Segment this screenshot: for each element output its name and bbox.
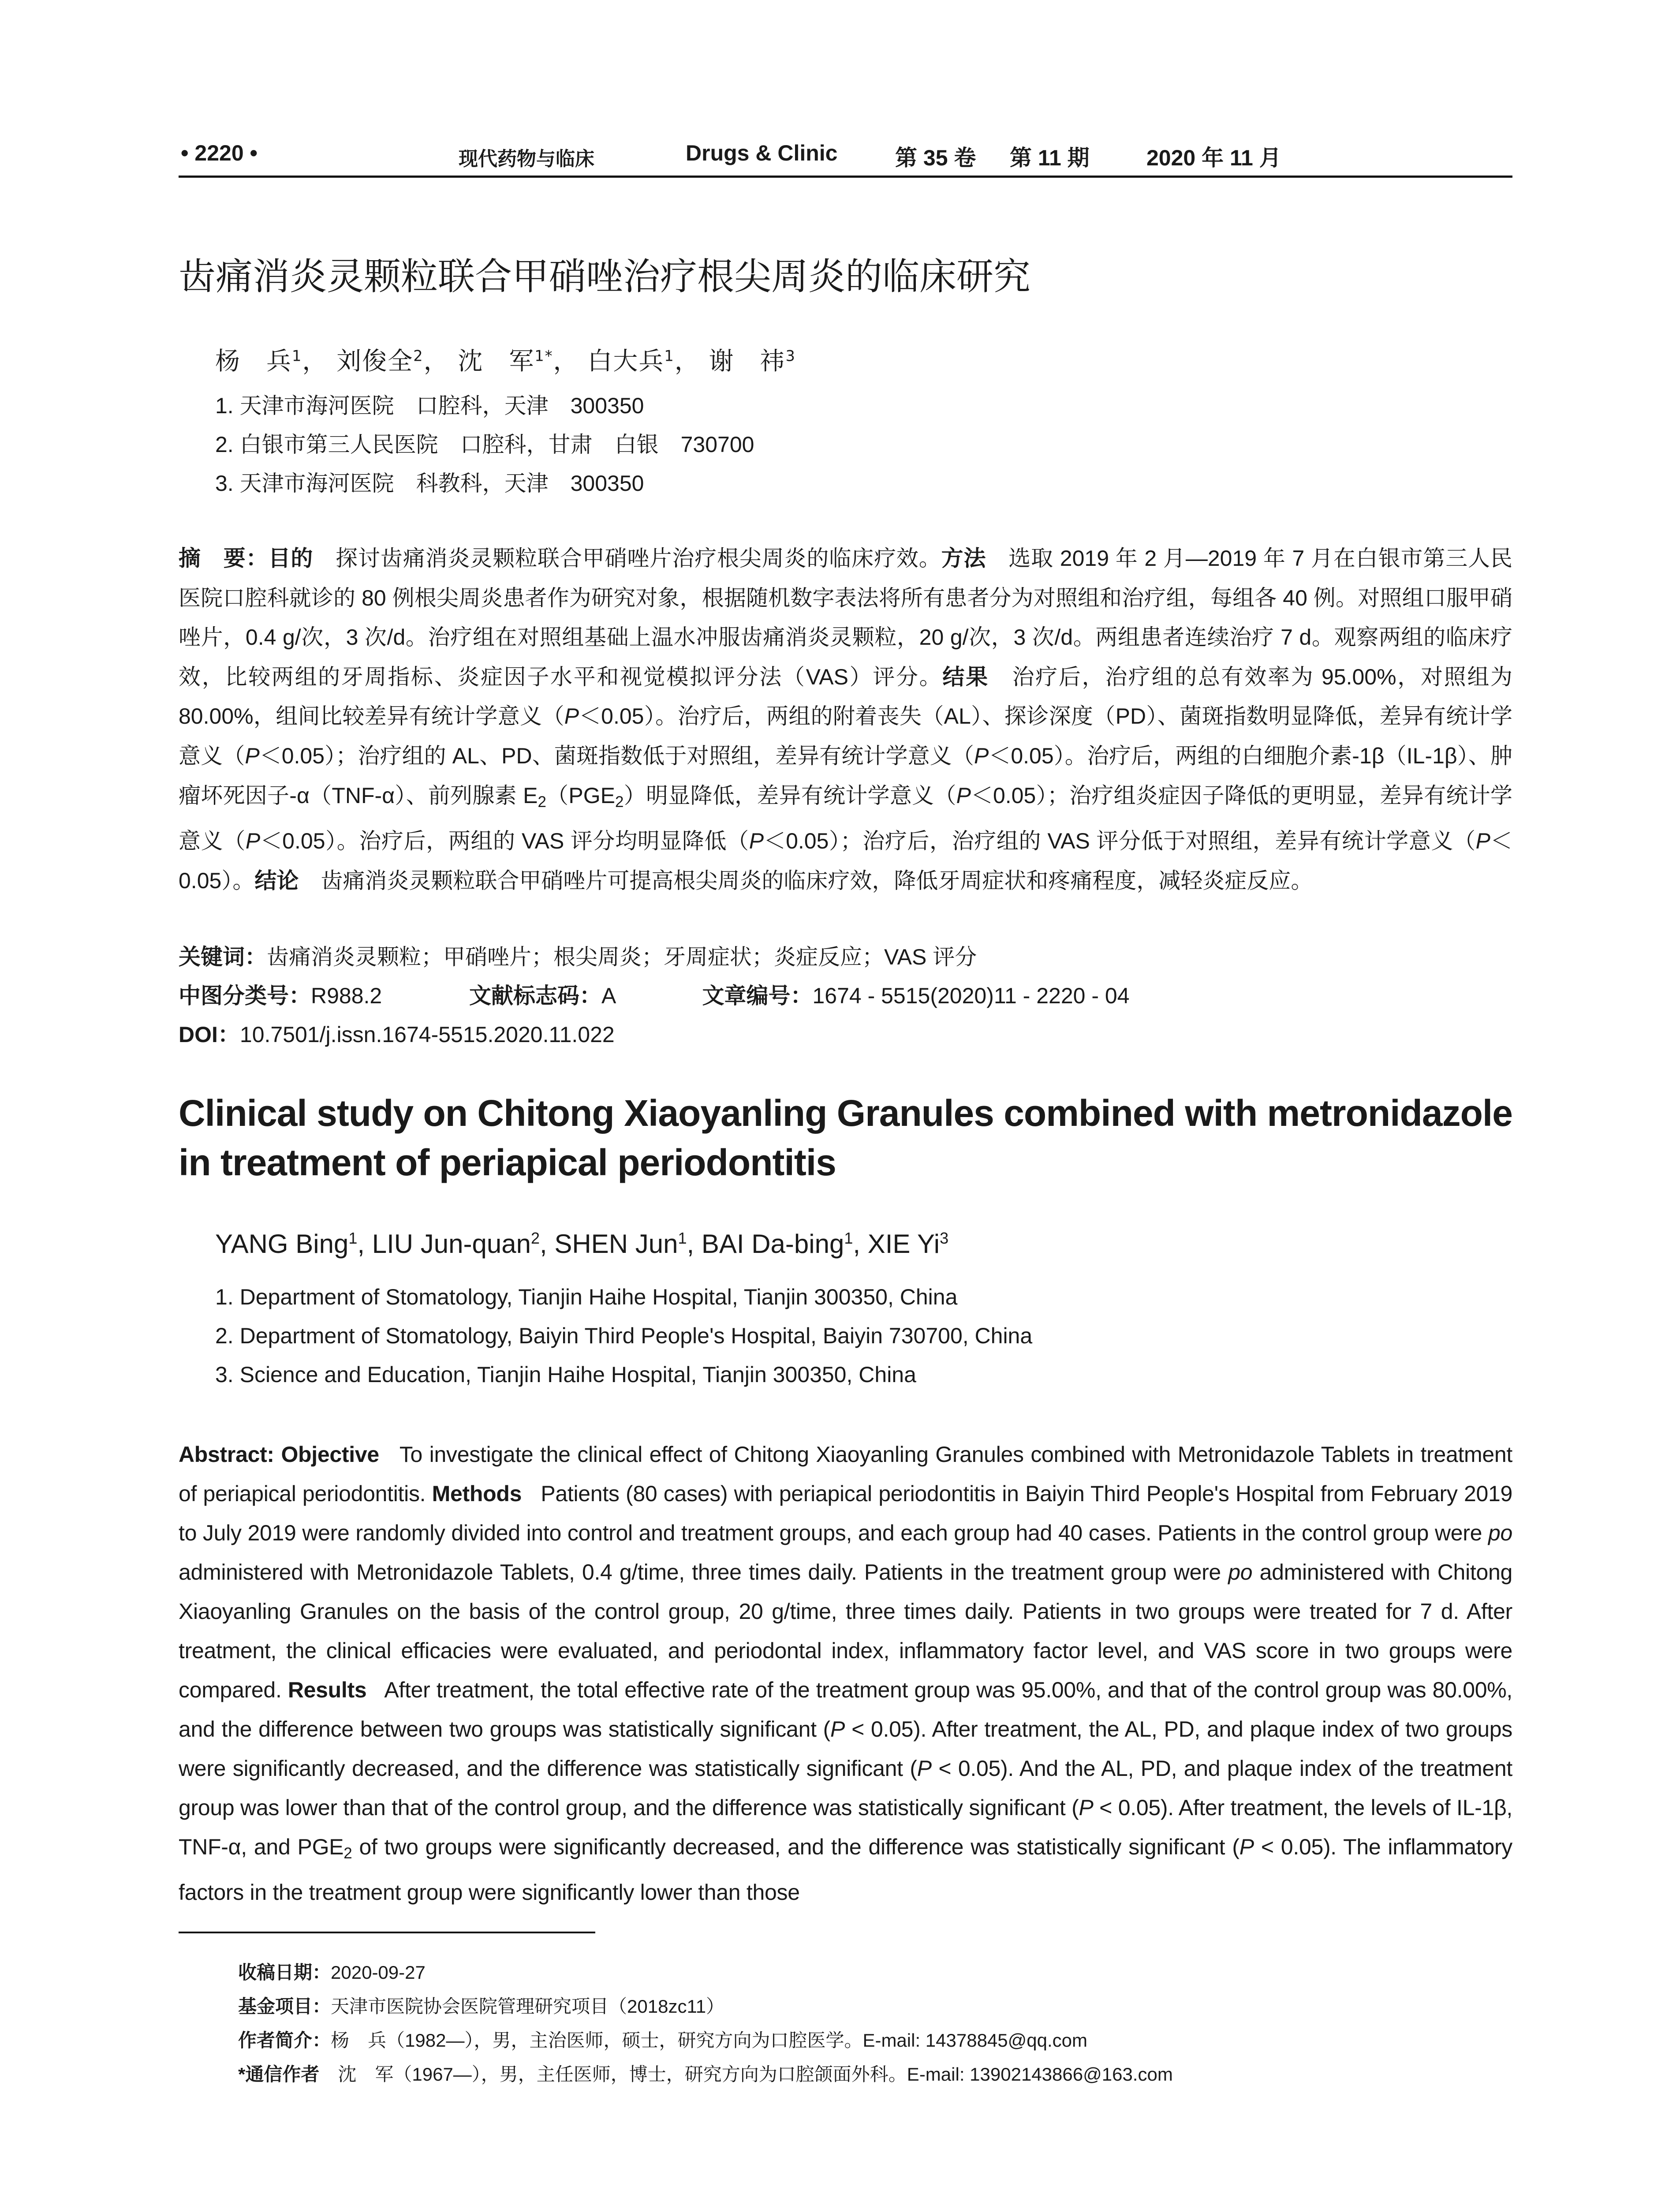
footnote-text: 沈 军（1967—），男，主任医师，博士，研究方向为口腔颌面外科。E-mail: 13902143866@163.com xyxy=(338,2064,1173,2085)
author-affil-mark: 3 xyxy=(940,1229,949,1247)
author-affil-mark: 1 xyxy=(292,347,302,365)
page-number: • 2220 • xyxy=(181,141,258,165)
methods-text-en: administered with Metronidazole Tablets, 0.4 g/time, three times daily. Patients in the treatment group were xyxy=(179,1560,1221,1585)
p-symbol: P xyxy=(1079,1795,1094,1820)
results-text: 治疗后，治疗组的总有效率为 95.00%，对照组为 80.00%，组间比较差异有统计学意义（ xyxy=(179,664,1513,729)
p-symbol: P xyxy=(749,828,764,853)
journal-name-en: Drugs & Clinic xyxy=(686,141,838,165)
author-en: XIE Yi xyxy=(867,1229,940,1259)
author-affil-mark: 1 xyxy=(348,1229,358,1247)
results-text-en: < 0.05). And the AL, PD, and plaque index of the treatment group was lower than that of the control group, and the difference was statistically significant ( xyxy=(179,1756,1512,1820)
footnote-corresponding xyxy=(238,2060,1173,2086)
results-text: ＜0.05）；治疗组的 AL、PD、菌斑指数低于对照组，差异有统计学意义（ xyxy=(259,743,974,768)
p-symbol: P xyxy=(245,828,261,853)
author-list-en: YANG Bing$^1$, LIU Jun-quan$^2$, SHEN Jun$^1$, BAI Da-bing$^1$, XIE Yi$^3$ xyxy=(215,1229,949,1259)
article-title-cn: 齿痛消炎灵颗粒联合甲硝唑治疗根尖周炎的临床研究 xyxy=(179,255,1031,298)
p-symbol: P xyxy=(564,704,579,729)
affiliation-cn-1: 1. 天津市海河医院 口腔科，天津 300350 xyxy=(215,393,644,418)
results-text: ＜0.05）；治疗组炎症因子降低的更明显，差异有统计学意义（ xyxy=(179,783,1512,853)
results-text-en: After treatment, the total effective rate of the treatment group was 95.00%, and that of the control group was 80.00%, and the difference between two groups was statistically significant ( xyxy=(179,1678,1512,1742)
po-abbrev: po xyxy=(1228,1560,1253,1585)
conclusion-label: 结论 xyxy=(254,868,299,893)
methods-text: 选取 2019 年 2 月—2019 年 7 月在白银市第三人民医院口腔科就诊的 80 例根尖周炎患者作为研究对象，根据随机数字表法将所有患者分为对照组和治疗组，每组各 40 例。对照组口服甲硝唑片，0.4 g/次，3 次/d。治疗组在对照组基础上温水冲服齿痛消炎灵颗粒，20 g/次，3 次/d。两组患者连续治疗 7 d。观察两组的临床疗效，比较两组的牙周指标、炎症因子水平和视觉模拟评分法（VAS）评分。 xyxy=(179,546,1513,689)
results-text-en: of two groups were significantly decreased, and the difference was statistically significant ( xyxy=(359,1835,1239,1859)
affiliation-cn-3: 3. 天津市海河医院 科教科，天津 300350 xyxy=(215,471,644,496)
abstract-cn xyxy=(179,539,1512,901)
footnote-label: 作者简介： xyxy=(238,2030,331,2051)
clc-label: 中图分类号： xyxy=(179,983,311,1008)
methods-label: 方法 xyxy=(941,546,986,571)
p-symbol: P xyxy=(917,1756,932,1781)
footnote-rule xyxy=(179,1932,595,1933)
keywords-cn xyxy=(179,939,977,971)
keywords-label: 关键词： xyxy=(179,945,267,969)
subscript: 2 xyxy=(615,793,624,811)
author-affil-mark: 1* xyxy=(534,347,553,365)
methods-label-en: Methods xyxy=(432,1481,522,1506)
affiliation-en-2: 2. Department of Stomatology, Baiyin Third People's Hospital, Baiyin 730700, China xyxy=(215,1323,1033,1348)
conclusion-text: 齿痛消炎灵颗粒联合甲硝唑片可提高根尖周炎的临床疗效，降低牙周症状和疼痛程度，减轻炎症反应。 xyxy=(321,868,1313,893)
author-en: YANG Bing xyxy=(215,1229,349,1259)
doi-label: DOI： xyxy=(179,1022,240,1047)
author-affil-mark: 2 xyxy=(530,1229,540,1247)
abstract-cn-paragraph xyxy=(179,539,1512,901)
p-symbol: P xyxy=(830,1717,845,1742)
author-affil-mark: 1 xyxy=(678,1229,687,1247)
p-symbol: P xyxy=(245,743,260,768)
results-text: ＜0.05）。治疗后，两组的附着丧失（AL）、探诊深度（PD）、菌斑指数明显降低，差异有统计学意义（ xyxy=(179,704,1512,768)
p-symbol: P xyxy=(1475,828,1491,853)
abstract-label-en: Abstract: xyxy=(179,1442,274,1467)
results-label: 结果 xyxy=(942,664,989,689)
results-text: （PGE xyxy=(546,783,616,808)
results-text: ＜0.05）。 xyxy=(179,828,1513,893)
results-text-en: < 0.05). After treatment, the levels of IL-1β, TNF-α, and PGE xyxy=(179,1795,1512,1859)
author-cn: 刘俊全 xyxy=(336,347,414,376)
issue-date: 2020 年 11 月 xyxy=(1146,146,1281,170)
footnote-received xyxy=(238,1958,426,1984)
author-cn: 白大兵 xyxy=(587,347,665,376)
po-abbrev: po xyxy=(1488,1521,1512,1545)
volume: 第 35 卷 xyxy=(895,146,976,170)
header-rule xyxy=(179,176,1512,178)
footnote-author-bio xyxy=(238,2026,1087,2052)
author-cn: 沈 军 xyxy=(458,347,535,376)
doc-code-label: 文献标志码： xyxy=(469,983,602,1008)
author-affil-mark: 3 xyxy=(785,347,796,365)
affiliation-cn-2: 2. 白银市第三人民医院 口腔科，甘肃 白银 730700 xyxy=(215,432,754,457)
p-symbol: P xyxy=(974,743,989,768)
results-text: ＜0.05）；治疗后，治疗组的 VAS 评分低于对照组，差异有统计学意义（ xyxy=(764,828,1476,853)
footnote-funding xyxy=(238,1992,724,2018)
doi-line xyxy=(179,1017,615,1049)
article-title-en: Clinical study on Chitong Xiaoyanling Granules combined with metronidazole in treatment of periapical periodontitis xyxy=(179,1092,1512,1183)
methods-text-en: Patients (80 cases) with periapical periodontitis in Baiyin Third People's Hospital from February 2019 to July 2019 were randomly divided into control and treatment groups, and each group had 40 cases. Patients in the control group were xyxy=(179,1481,1513,1545)
objective-label: 目的 xyxy=(268,546,314,571)
author-affil-mark: 1 xyxy=(664,347,675,365)
p-symbol: P xyxy=(1239,1835,1254,1859)
author-cn: 谢 祎 xyxy=(709,347,786,376)
author-en: SHEN Jun xyxy=(554,1229,678,1259)
doi-link[interactable]: 10.7501/j.issn.1674-5515.2020.11.022 xyxy=(239,1022,615,1047)
objective-text-en: To investigate the clinical effect of Chitong Xiaoyanling Granules combined with Metronidazole Tablets in treatment of periapical periodontitis. xyxy=(179,1442,1513,1506)
affiliation-en-3: 3. Science and Education, Tianjin Haihe Hospital, Tianjin 300350, China xyxy=(215,1362,916,1387)
author-en: LIU Jun-quan xyxy=(372,1229,531,1259)
issue: 第 11 期 xyxy=(1010,146,1090,170)
abstract-en-paragraph xyxy=(179,1435,1512,1912)
results-text-en: < 0.05). The inflammatory factors in the treatment group were significantly lower than those xyxy=(179,1835,1512,1905)
results-label-en: Results xyxy=(287,1678,367,1702)
subscript: 2 xyxy=(343,1844,352,1862)
affiliation-en-1: 1. Department of Stomatology, Tianjin Haihe Hospital, Tianjin 300350, China xyxy=(215,1285,958,1309)
footnote-text: 天津市医院协会医院管理研究项目（2018zc11） xyxy=(331,1996,725,2017)
footnote-label: *通信作者 xyxy=(238,2064,320,2085)
footnote-text: 2020-09-27 xyxy=(331,1962,426,1983)
subscript: 2 xyxy=(538,793,546,811)
results-text-en: < 0.05). After treatment, the AL, PD, and plaque index of two groups were significantly decreased, and the difference was statistically significant ( xyxy=(179,1717,1513,1781)
author-affil-mark: 2 xyxy=(413,347,424,365)
author-cn: 杨 兵 xyxy=(215,347,292,376)
abstract-en xyxy=(179,1435,1512,1912)
journal-name-cn: 现代药物与临床 xyxy=(459,148,594,170)
author-affil-mark: 1 xyxy=(844,1229,853,1247)
objective-text: 探讨齿痛消炎灵颗粒联合甲硝唑片治疗根尖周炎的临床疗效。 xyxy=(336,546,941,571)
objective-label-en: Objective xyxy=(281,1442,379,1467)
methods-text-en: administered with Chitong Xiaoyanling Granules on the basis of the control group, 20 g/time, three times daily. Patients in two groups were treated for 7 d. After treatment, the clinical efficacies were evaluated, and periodontal index, inflammatory factor level, and VAS score in two groups were compared. xyxy=(179,1560,1512,1702)
article-no-label: 文章编号： xyxy=(702,983,813,1008)
clc-value: R988.2 xyxy=(311,983,382,1008)
results-text: ＜0.05）。治疗后，两组的 VAS 评分均明显降低（ xyxy=(260,828,749,853)
article-no-value: 1674 - 5515(2020)11 - 2220 - 04 xyxy=(812,983,1130,1008)
keywords-text: 齿痛消炎灵颗粒；甲硝唑片；根尖周炎；牙周症状；炎症反应；VAS 评分 xyxy=(267,945,977,969)
footnote-label: 收稿日期： xyxy=(238,1962,331,1983)
results-text: ＜0.05）。治疗后，两组的白细胞介素-1β（IL-1β）、肿瘤坏死因子-α（TNF-α）、前列腺素 E xyxy=(179,743,1512,808)
author-en: BAI Da-bing xyxy=(701,1229,844,1259)
doc-code-value: A xyxy=(601,983,615,1008)
author-list-cn: 杨 兵$^1$， 刘俊全$^2$， 沈 军$^{1*}$， 白大兵$^1$， 谢 祎$^3$ xyxy=(215,347,796,376)
footnote-text: 杨 兵（1982—），男，主治医师，硕士，研究方向为口腔医学。E-mail: 14378845@qq.com xyxy=(331,2030,1088,2051)
abstract-label: 摘 要： xyxy=(179,546,269,571)
p-symbol: P xyxy=(956,783,971,808)
classification-line xyxy=(179,978,1130,1010)
footnote-label: 基金项目： xyxy=(238,1996,331,2017)
results-text: ）明显降低，差异有统计学意义（ xyxy=(623,783,956,808)
